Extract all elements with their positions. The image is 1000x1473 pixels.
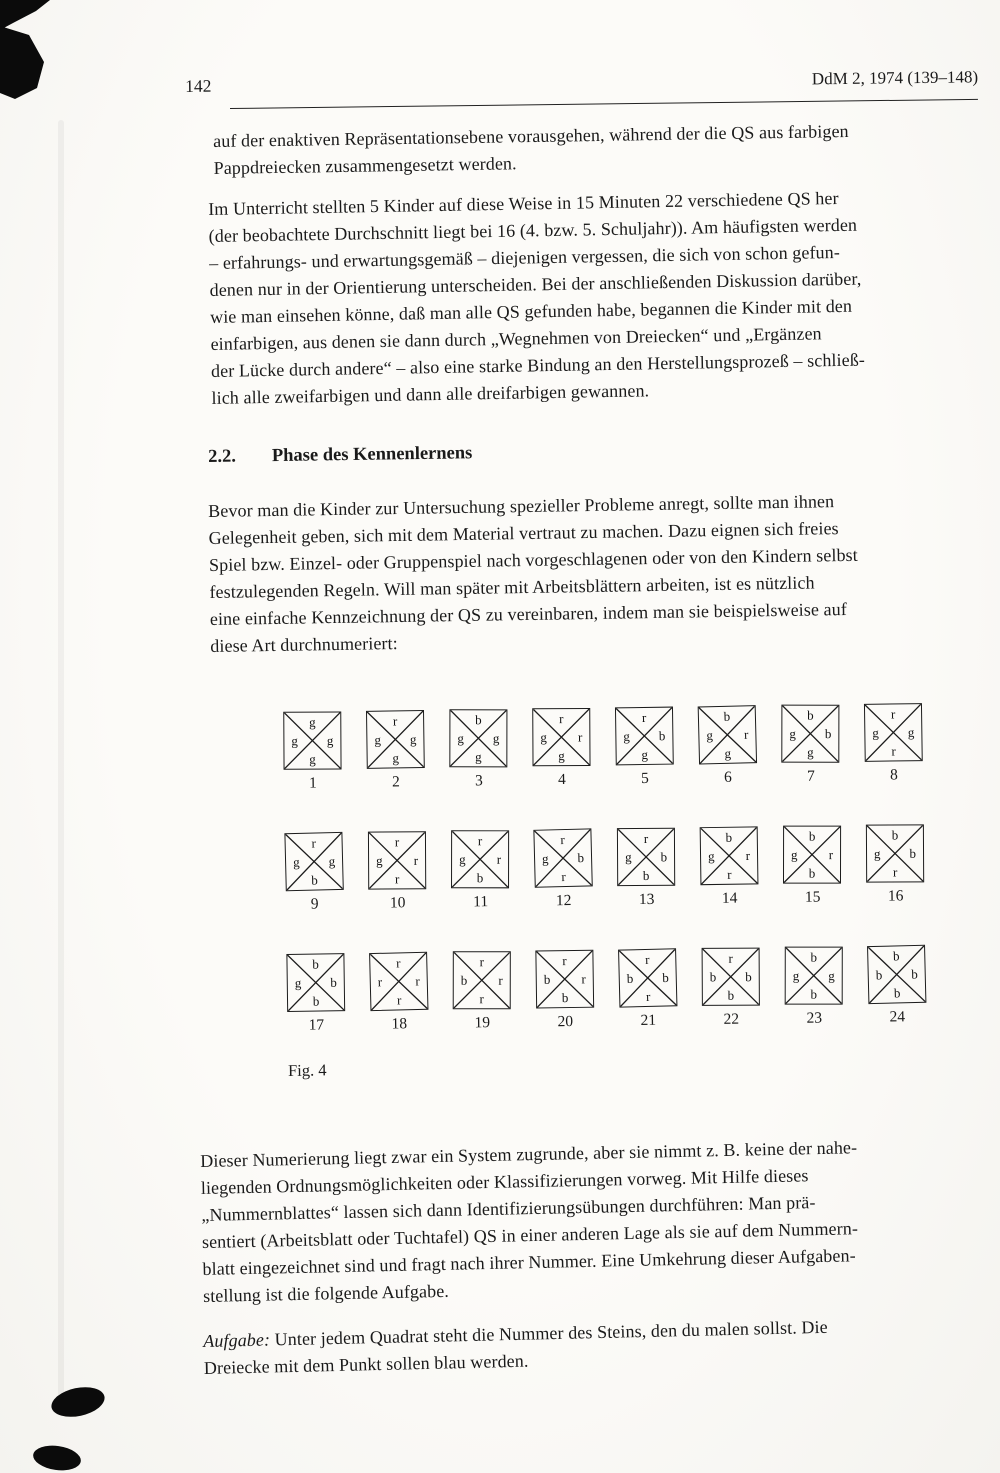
page-number: 142 xyxy=(185,75,212,96)
triangle-label-bottom: r xyxy=(891,743,896,759)
qs-cell xyxy=(618,949,677,1031)
triangle-label-top: r xyxy=(644,951,650,967)
triangle-label-left: g xyxy=(792,968,800,984)
task-line-1-text: Unter jedem Quadrat steht die Nummer des Steins, den du malen sollst. Die xyxy=(274,1316,828,1350)
triangle-label-right: g xyxy=(828,968,835,984)
triangle-label-left: g xyxy=(789,726,796,742)
triangle-label-top: b xyxy=(808,828,816,844)
qs-cell xyxy=(615,707,674,789)
triangle-label-top: b xyxy=(892,948,900,964)
qs-square xyxy=(785,947,843,1005)
triangle-label-left: g xyxy=(292,854,300,870)
triangle-label-top: b xyxy=(312,956,319,972)
qs-number: 7 xyxy=(806,767,815,785)
triangle-label-bottom: b xyxy=(476,870,484,886)
journal-reference: DdM 2, 1974 (139–148) xyxy=(811,67,979,89)
qs-number: 22 xyxy=(723,1010,740,1028)
qs-number: 6 xyxy=(723,768,732,786)
qs-square xyxy=(284,832,343,891)
qs-square xyxy=(702,948,760,1006)
triangle-label-top: b xyxy=(723,708,731,724)
scan-artifact-bottom-left-blob xyxy=(40,1380,120,1430)
qs-square xyxy=(617,828,675,886)
paragraph-numerierung: Dieser Numerierung liegt zwar ein System zugrunde, aber sie nimmt z. B. keine der nahe- liegenden Ordnungsmöglichkeiten oder Klassifizierungen vorweg. Mit Hilfe dieses „Nummernblattes“ lassen sich dann Identifizierungsübungen durchführen: Man prä- sentiert (Arbeitsblatt oder Tuchtafel) QS in einer anderen Lage als sie auf dem Nummern- blatt eingezeichnet sind und fragt nach ihrer Nummer. Eine Umkehrung dieser Aufgaben- stellung ist die folgende Aufgabe. xyxy=(200,1137,859,1306)
triangle-label-right: r xyxy=(496,851,502,867)
qs-cell xyxy=(532,708,591,790)
triangle-label-bottom: r xyxy=(892,864,898,880)
triangle-label-top: r xyxy=(479,954,484,970)
qs-square xyxy=(783,826,841,884)
page-header xyxy=(185,66,978,97)
qs-square xyxy=(532,708,590,766)
triangle-label-right: r xyxy=(828,847,834,863)
qs-cell xyxy=(452,951,511,1033)
qs-number: 4 xyxy=(557,771,566,789)
qs-number: 24 xyxy=(889,1008,906,1026)
triangle-label-right: b xyxy=(660,849,668,865)
qs-number: 9 xyxy=(310,895,319,913)
qs-square xyxy=(453,951,511,1009)
qs-number: 19 xyxy=(474,1014,491,1032)
figure-4 xyxy=(283,703,927,1081)
triangle-label-left: g xyxy=(625,849,632,865)
triangle-label-top: r xyxy=(728,950,733,966)
qs-square xyxy=(533,828,592,887)
qs-number: 5 xyxy=(640,769,649,788)
qs-cell xyxy=(449,709,508,791)
paragraph-intro: auf der enaktiven Repräsentationsebene vorausgehen, während der die QS aus farbigen Pappdreiecken zusammengesetzt werden. xyxy=(213,121,849,178)
triangle-label-bottom: b xyxy=(810,986,817,1002)
triangle-label-bottom: r xyxy=(727,866,732,882)
triangle-label-left: g xyxy=(376,852,383,869)
triangle-label-right: r xyxy=(577,729,583,745)
triangle-label-top: r xyxy=(643,830,649,846)
qs-square xyxy=(698,705,757,764)
triangle-label-right: b xyxy=(745,969,752,985)
triangle-label-left: g xyxy=(706,727,714,743)
triangle-label-right: g xyxy=(409,731,417,747)
triangle-label-right: g xyxy=(492,730,500,746)
paragraph-unterricht: Im Unterricht stellten 5 Kinder auf diese Weise in 15 Minuten 22 verschiedene QS her (der beobachtete Durchschnitt liegt bei 16 (4. bzw. 5. Schuljahr)). Am häufigsten werden – erfahrungs- und erwartungsgemäß – diejenigen vergessen, die sich von schon gefun- denen nur in der Orientierung unterscheiden. Bei der anschließenden Diskussion darüber, wie man einsehen könne, daß man alle QS gefunden habe, begannen die Kinder mit den einfarbigen, aus denen sie dann durch „Wegnehmen von Dreiecken“ und „Ergänzen der Lücke durch andere“ – also eine starke Bindung an den Herstellungsprozeß – schließ- lich alle zweifarbigen und dann alle dreifarbigen gewannen. xyxy=(208,187,866,408)
triangle-label-bottom: g xyxy=(807,744,814,760)
triangle-label-left: g xyxy=(291,733,298,749)
triangle-label-bottom: b xyxy=(312,993,320,1009)
triangle-label-bottom: r xyxy=(396,992,402,1008)
qs-cell xyxy=(783,825,842,907)
qs-cell xyxy=(866,824,925,906)
triangle-label-bottom: g xyxy=(309,751,316,767)
qs-number: 23 xyxy=(806,1009,823,1027)
triangle-label-right: b xyxy=(824,726,832,742)
triangle-label-top: b xyxy=(810,949,818,965)
qs-square xyxy=(615,707,674,766)
qs-cell xyxy=(368,831,427,913)
triangle-label-top: b xyxy=(475,712,482,728)
qs-cell xyxy=(701,947,760,1029)
qs-cell xyxy=(617,828,676,910)
header-rule xyxy=(230,99,978,109)
triangle-label-left: g xyxy=(873,846,881,862)
qs-square xyxy=(781,705,839,763)
triangle-label-top: b xyxy=(807,707,814,723)
triangle-label-left: g xyxy=(374,732,382,748)
triangle-label-left: b xyxy=(626,970,634,986)
qs-square xyxy=(866,824,924,882)
scan-artifact-top-left-corner xyxy=(0,0,70,112)
triangle-label-right: g xyxy=(326,732,334,749)
triangle-label-bottom: b xyxy=(311,872,318,888)
triangle-label-right: r xyxy=(743,726,749,742)
qs-square xyxy=(286,953,345,1012)
qs-number: 21 xyxy=(640,1011,657,1030)
triangle-label-bottom: b xyxy=(561,990,569,1006)
qs-cell xyxy=(867,945,926,1027)
triangle-label-bottom: r xyxy=(645,988,651,1004)
triangle-label-bottom: g xyxy=(558,748,565,764)
scan-edge-shadow xyxy=(58,120,64,1400)
triangle-label-bottom: r xyxy=(394,871,400,887)
qs-number: 13 xyxy=(638,890,655,909)
qs-cell xyxy=(864,703,923,785)
qs-cell xyxy=(700,826,759,908)
triangle-label-right: b xyxy=(662,969,669,986)
triangle-label-left: b xyxy=(875,967,883,983)
scan-artifact-bottom-corner-blob xyxy=(22,1436,102,1473)
qs-cell xyxy=(451,830,510,912)
qs-square xyxy=(366,710,425,769)
qs-cell xyxy=(535,950,594,1032)
qs-cell xyxy=(781,704,840,786)
triangle-label-left: g xyxy=(872,725,879,741)
triangle-label-left: r xyxy=(377,974,383,990)
triangle-label-left: g xyxy=(540,729,547,745)
triangle-label-right: g xyxy=(328,853,336,869)
qs-square xyxy=(867,945,926,1004)
triangle-label-right: b xyxy=(330,974,337,990)
triangle-label-top: r xyxy=(394,834,400,850)
qs-square xyxy=(449,709,507,767)
triangle-label-bottom: g xyxy=(475,749,482,765)
triangle-label-bottom: b xyxy=(808,865,816,881)
qs-number: 3 xyxy=(474,772,483,790)
triangle-label-top: b xyxy=(725,829,733,845)
triangle-label-right: b xyxy=(577,850,585,866)
section-number: 2.2. xyxy=(208,446,237,467)
triangle-label-bottom: b xyxy=(727,987,735,1003)
triangle-label-top: r xyxy=(311,835,316,851)
triangle-label-left: b xyxy=(460,972,468,988)
triangle-label-left: g xyxy=(457,730,464,746)
triangle-label-bottom: g xyxy=(641,746,648,762)
triangle-label-left: g xyxy=(623,728,630,744)
qs-number: 10 xyxy=(389,894,406,912)
triangle-label-right: r xyxy=(413,852,419,868)
qs-cell xyxy=(283,711,342,793)
paragraph-kennenlernen: Bevor man die Kinder zur Untersuchung spezieller Probleme anregt, sollte man ihnen Gelegenheit geben, sich mit dem Material vertraut zu machen. Dazu eignen sich freies Spiel bzw. Einzel- oder Gruppenspiel nach vorgeschlagenen oder von den Kindern selbst festzulegenden Regeln. Will man später mit Arbeitsblättern arbeiten, ist es nützlich eine einfache Kennzeichnung der QS zu vereinbaren, indem man sie beispielsweise auf diese Art durchnumeriert: xyxy=(208,491,858,656)
qs-number: 11 xyxy=(473,893,489,911)
triangle-label-left: g xyxy=(294,975,302,991)
qs-cell xyxy=(369,952,428,1034)
qs-number: 2 xyxy=(391,773,400,791)
triangle-label-bottom: r xyxy=(561,869,566,885)
qs-square xyxy=(369,952,428,1011)
triangle-label-right: r xyxy=(415,973,420,989)
triangle-label-bottom: r xyxy=(479,991,484,1007)
triangle-label-top: r xyxy=(641,709,647,725)
triangle-label-bottom: g xyxy=(724,745,732,761)
triangle-label-right: g xyxy=(907,724,915,740)
triangle-label-top: r xyxy=(395,955,401,971)
triangle-label-right: r xyxy=(581,971,586,987)
triangle-label-left: b xyxy=(709,969,717,985)
qs-square xyxy=(618,948,677,1007)
qs-cell xyxy=(286,953,345,1035)
qs-cell xyxy=(784,946,843,1028)
qs-cell xyxy=(698,705,757,787)
qs-square xyxy=(864,703,923,762)
section-title: Phase des Kennenlernens xyxy=(271,443,473,467)
qs-cell xyxy=(285,832,344,914)
qs-number: 12 xyxy=(555,891,572,910)
qs-number: 18 xyxy=(391,1015,408,1033)
triangle-label-right: b xyxy=(909,845,917,861)
qs-square xyxy=(451,830,509,888)
triangle-label-left: b xyxy=(543,971,551,987)
triangle-label-right: b xyxy=(658,728,666,744)
figure-caption: Fig. 4 xyxy=(287,1060,327,1080)
qs-number: 20 xyxy=(557,1012,574,1031)
triangle-label-top: r xyxy=(477,833,483,849)
triangle-label-right: r xyxy=(498,972,503,988)
triangle-label-bottom: b xyxy=(642,867,650,883)
triangle-label-top: r xyxy=(562,953,567,969)
triangle-label-right: r xyxy=(745,847,751,864)
triangle-label-top: b xyxy=(891,827,899,843)
triangle-label-left: g xyxy=(707,848,715,864)
triangle-label-left: g xyxy=(541,850,549,867)
triangle-label-top: r xyxy=(392,713,398,729)
triangle-label-top: g xyxy=(309,714,316,730)
qs-number: 15 xyxy=(804,888,821,906)
triangle-label-top: r xyxy=(560,832,565,848)
task-line-2: Dreiecke mit dem Punkt sollen blau werden. xyxy=(203,1350,529,1378)
task-paragraph xyxy=(203,1314,829,1382)
triangle-label-left: g xyxy=(459,851,466,867)
task-label: Aufgabe: xyxy=(203,1329,271,1351)
triangle-label-left: g xyxy=(791,847,798,863)
triangle-label-right: b xyxy=(911,966,918,982)
qs-square xyxy=(368,831,426,889)
qs-square xyxy=(535,950,594,1009)
qs-number: 8 xyxy=(889,766,898,784)
qs-number: 14 xyxy=(721,889,738,907)
triangle-label-bottom: g xyxy=(392,750,400,766)
qs-number: 16 xyxy=(887,887,904,905)
qs-grid xyxy=(283,703,926,1035)
qs-cell xyxy=(366,710,425,792)
qs-square xyxy=(700,826,759,885)
qs-cell xyxy=(534,829,593,911)
qs-square xyxy=(283,711,341,769)
qs-number: 17 xyxy=(308,1016,325,1034)
triangle-label-bottom: b xyxy=(893,985,901,1001)
triangle-label-top: r xyxy=(559,711,564,727)
triangle-label-top: r xyxy=(890,706,896,722)
qs-number: 1 xyxy=(309,774,317,792)
section-heading xyxy=(208,443,472,468)
